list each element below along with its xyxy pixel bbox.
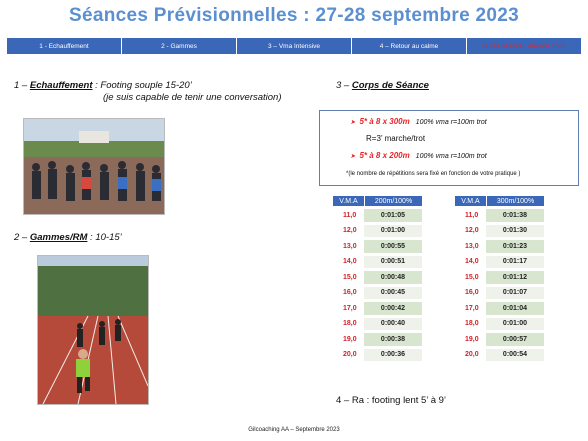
warmup-heading: Echauffement (29, 80, 93, 91)
step-cooldown: 4 – Retour au calme (352, 38, 467, 54)
section-cooldown: 4 – Ra : footing lent 5’ à 9’ (336, 395, 447, 406)
time-cell: 0:01:00 (364, 225, 422, 238)
table-row (455, 271, 544, 284)
table-row (333, 333, 422, 346)
vma-cell: 12,0 (465, 227, 479, 235)
table-header-vma: V.M.A (333, 196, 364, 206)
time-cell: 0:00:42 (364, 302, 422, 315)
table-row (333, 271, 422, 284)
table-row (333, 287, 422, 300)
table-row (333, 240, 422, 253)
page-title: Séances Prévisionnelles : 27-28 septembre 2023 (69, 5, 519, 26)
time-cell: 0:01:05 (364, 209, 422, 222)
time-cell: 0:00:36 (364, 349, 422, 362)
section-main-title: 3 – Corps de Séance (336, 80, 429, 91)
vma-cell: 14,0 (465, 258, 479, 266)
warmup-note: (je suis capable de tenir une conversation) (103, 92, 282, 103)
table-row (455, 209, 544, 222)
time-cell: 0:00:55 (364, 240, 422, 253)
vma-cell: 17,0 (343, 304, 357, 312)
time-cell: 0:01:23 (486, 240, 544, 253)
time-cell: 0:00:48 (364, 271, 422, 284)
table-row (333, 302, 422, 315)
table-row (333, 209, 422, 222)
table-row (455, 333, 544, 346)
red-arrow-bullet-icon: ➤ (350, 119, 356, 126)
vma-cell: 15,0 (343, 273, 357, 281)
vma-cell: 20,0 (465, 351, 479, 359)
set-300m: ➤ 5* à 8 x 300m 100% vma r=100m trot (350, 117, 487, 126)
footer-credit: Gilcoaching AA – Septembre 2023 (248, 427, 340, 433)
time-cell: 0:01:04 (486, 302, 544, 315)
vma-cell: 13,0 (465, 242, 479, 250)
recovery-line: R=3’ marche/trot (366, 134, 426, 143)
table-row (455, 287, 544, 300)
table-row (455, 225, 544, 238)
main-heading: Corps de Séance (351, 80, 429, 91)
time-cell: 0:01:07 (486, 287, 544, 300)
time-cell: 0:00:45 (364, 287, 422, 300)
step-drills: 2 - Gammes (122, 38, 237, 54)
time-cell: 0:01:00 (486, 318, 544, 331)
table-header-vma: V.M.A (455, 196, 486, 206)
table-row (333, 225, 422, 238)
vma-cell: 12,0 (343, 227, 357, 235)
session-duration: Durée séance : environ 1h05 (467, 38, 581, 54)
time-cell: 0:00:40 (364, 318, 422, 331)
vma-cell: 18,0 (465, 320, 479, 328)
track-photo (37, 255, 149, 405)
repetition-note: *(le nombre de répétitions sera fixé en fonction de votre pratique ) (346, 171, 521, 177)
pace-table-300m (455, 193, 544, 364)
table-row (333, 318, 422, 331)
step-vma: 3 – Vma Intensive (237, 38, 352, 54)
table-row (455, 302, 544, 315)
vma-cell: 16,0 (465, 289, 479, 297)
section-warmup-title: 1 – Echauffement : Footing souple 15-20’ (14, 80, 192, 91)
set-200m: ➤ 5* à 8 x 200m 100% vma r=100m trot (350, 151, 487, 160)
vma-cell: 11,0 (343, 211, 357, 219)
time-cell: 0:00:57 (486, 333, 544, 346)
time-cell: 0:00:38 (364, 333, 422, 346)
time-cell: 0:00:54 (486, 349, 544, 362)
table-row (455, 349, 544, 362)
table-row (333, 256, 422, 269)
table-header-200m: 200m/100% (364, 196, 422, 206)
time-cell: 0:00:51 (364, 256, 422, 269)
table-header-300m: 300m/100% (486, 196, 544, 206)
vma-cell: 19,0 (343, 335, 357, 343)
table-row (455, 240, 544, 253)
vma-cell: 19,0 (465, 335, 479, 343)
vma-cell: 15,0 (465, 273, 479, 281)
table-row (455, 256, 544, 269)
vma-cell: 20,0 (343, 351, 357, 359)
pace-table-200m (333, 193, 422, 364)
vma-cell: 14,0 (343, 258, 357, 266)
vma-cell: 11,0 (465, 211, 479, 219)
time-cell: 0:01:17 (486, 256, 544, 269)
table-row (333, 349, 422, 362)
red-arrow-bullet-icon: ➤ (350, 153, 356, 160)
table-row (455, 318, 544, 331)
session-steps-bar (7, 38, 581, 54)
vma-cell: 16,0 (343, 289, 357, 297)
group-photo (23, 118, 165, 215)
time-cell: 0:01:30 (486, 225, 544, 238)
time-cell: 0:01:38 (486, 209, 544, 222)
drills-heading: Gammes/RM (29, 232, 88, 243)
step-warmup: 1 - Echauffement (7, 38, 122, 54)
vma-cell: 13,0 (343, 242, 357, 250)
section-drills-title: 2 – Gammes/RM : 10-15’ (14, 232, 122, 243)
time-cell: 0:01:12 (486, 271, 544, 284)
vma-cell: 18,0 (343, 320, 357, 328)
vma-cell: 17,0 (465, 304, 479, 312)
main-set-box (319, 110, 579, 186)
